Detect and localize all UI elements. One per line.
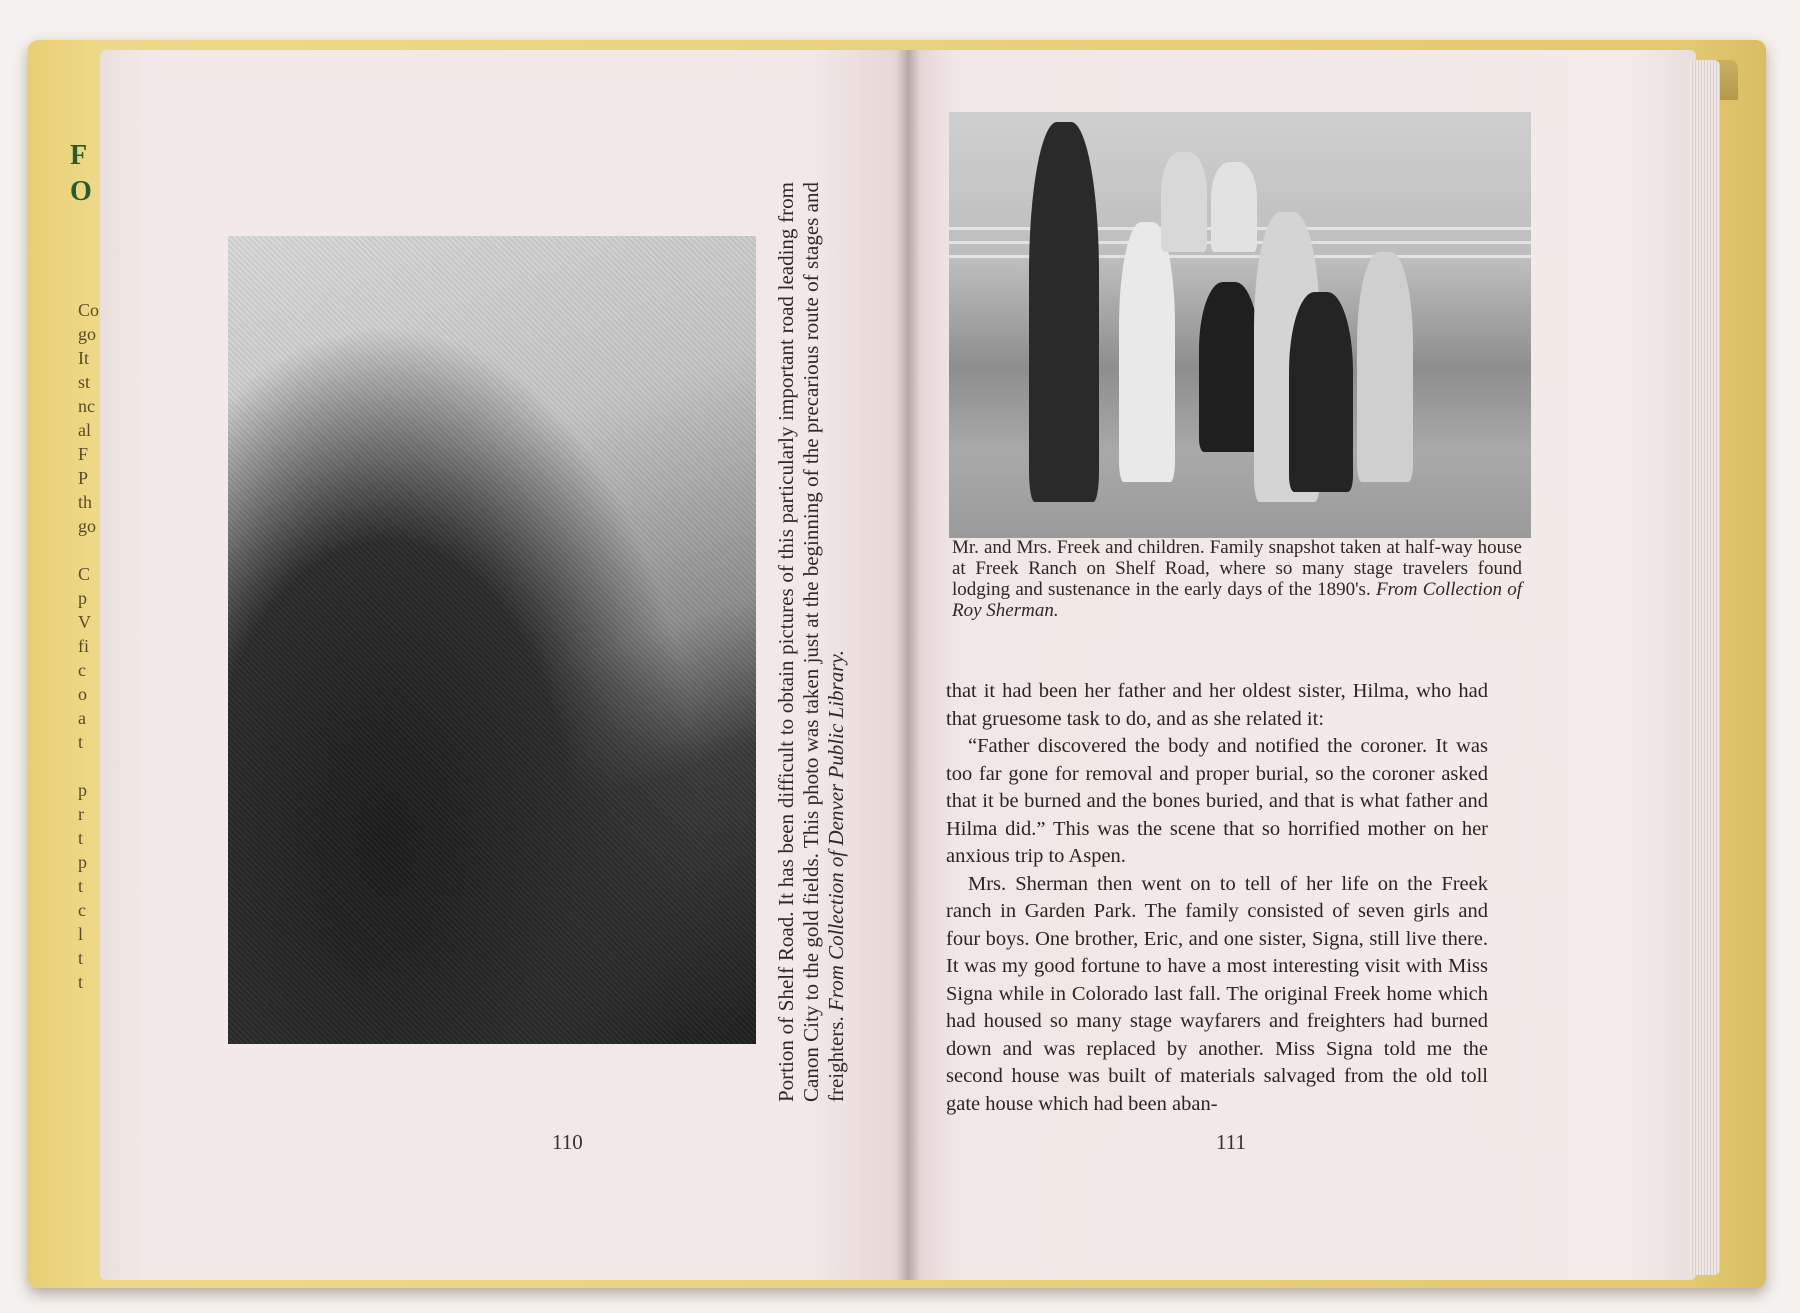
paragraph: Mrs. Sherman then went on to tell of her life on the Freek ranch in Garden Park. The family consisted of seven girls and four boys. One brother, Eric, and one sister, Signa, still live there. It was my good fortune to have a most interesting visit with Miss Signa while in Colorado last fall. The original Freek home which had housed so many stage wayfarers and freighters had burned down and was replaced by another. Miss Signa told me the second house was built of materials salvaged from the old toll gate house which had been aban-	[946, 872, 1488, 1115]
photo-figure	[1029, 122, 1099, 502]
shelf-road-caption-credit: From Collection of Denver Public Library.	[824, 650, 848, 1012]
photo-figure	[1199, 282, 1259, 452]
page-body-text	[946, 678, 1488, 1118]
page-number-right: 111	[1216, 1130, 1246, 1154]
paragraph: “Father discovered the body and notified the coroner. It was too far gone for removal and proper burial, so the coroner asked that it be burned and the bones buried, and that is what father and Hilma did.” This was the scene that so horrified mother on her anxious trip to Aspen.	[946, 735, 1488, 867]
paragraph: that it had been her father and her oldest sister, Hilma, who had that gruesome task to do, and as she related it:	[946, 680, 1488, 730]
freek-family-caption-credit: From Collection of Roy Sherman.	[952, 579, 1523, 621]
shelf-road-photo	[228, 236, 756, 1044]
photo-figure	[1161, 152, 1207, 252]
book-gutter	[896, 50, 920, 1280]
jacket-flap-text: Co go It st nc al F P th go C p V fi c o a t p r t p t c l t t	[78, 300, 100, 992]
freek-family-caption	[952, 537, 1522, 621]
photo-figure	[1211, 162, 1257, 252]
photo-figure	[1289, 292, 1353, 492]
freek-family-photo	[949, 112, 1531, 538]
photo-figure	[1357, 252, 1413, 482]
jacket-flap-title-1: F	[70, 140, 88, 171]
page-number-left: 110	[552, 1130, 583, 1154]
freek-family-caption-text: Mr. and Mrs. Freek and children. Family snapshot taken at half-way house at Freek Ranch on Shelf Road, where so many stage travelers found lodging and sustenance in the early days of the 1890's.	[952, 537, 1522, 600]
page-edges	[1690, 60, 1720, 1275]
photo-figure	[1119, 222, 1175, 482]
jacket-flap-title-2: O	[70, 176, 92, 207]
shelf-road-caption	[774, 182, 849, 1102]
shelf-road-caption-text: Portion of Shelf Road. It has been difficult to obtain pictures of this particularly important road leading from Canon City to the gold fields. This photo was taken just at the beginning of the precarious route of stages and freighters.	[774, 182, 848, 1102]
